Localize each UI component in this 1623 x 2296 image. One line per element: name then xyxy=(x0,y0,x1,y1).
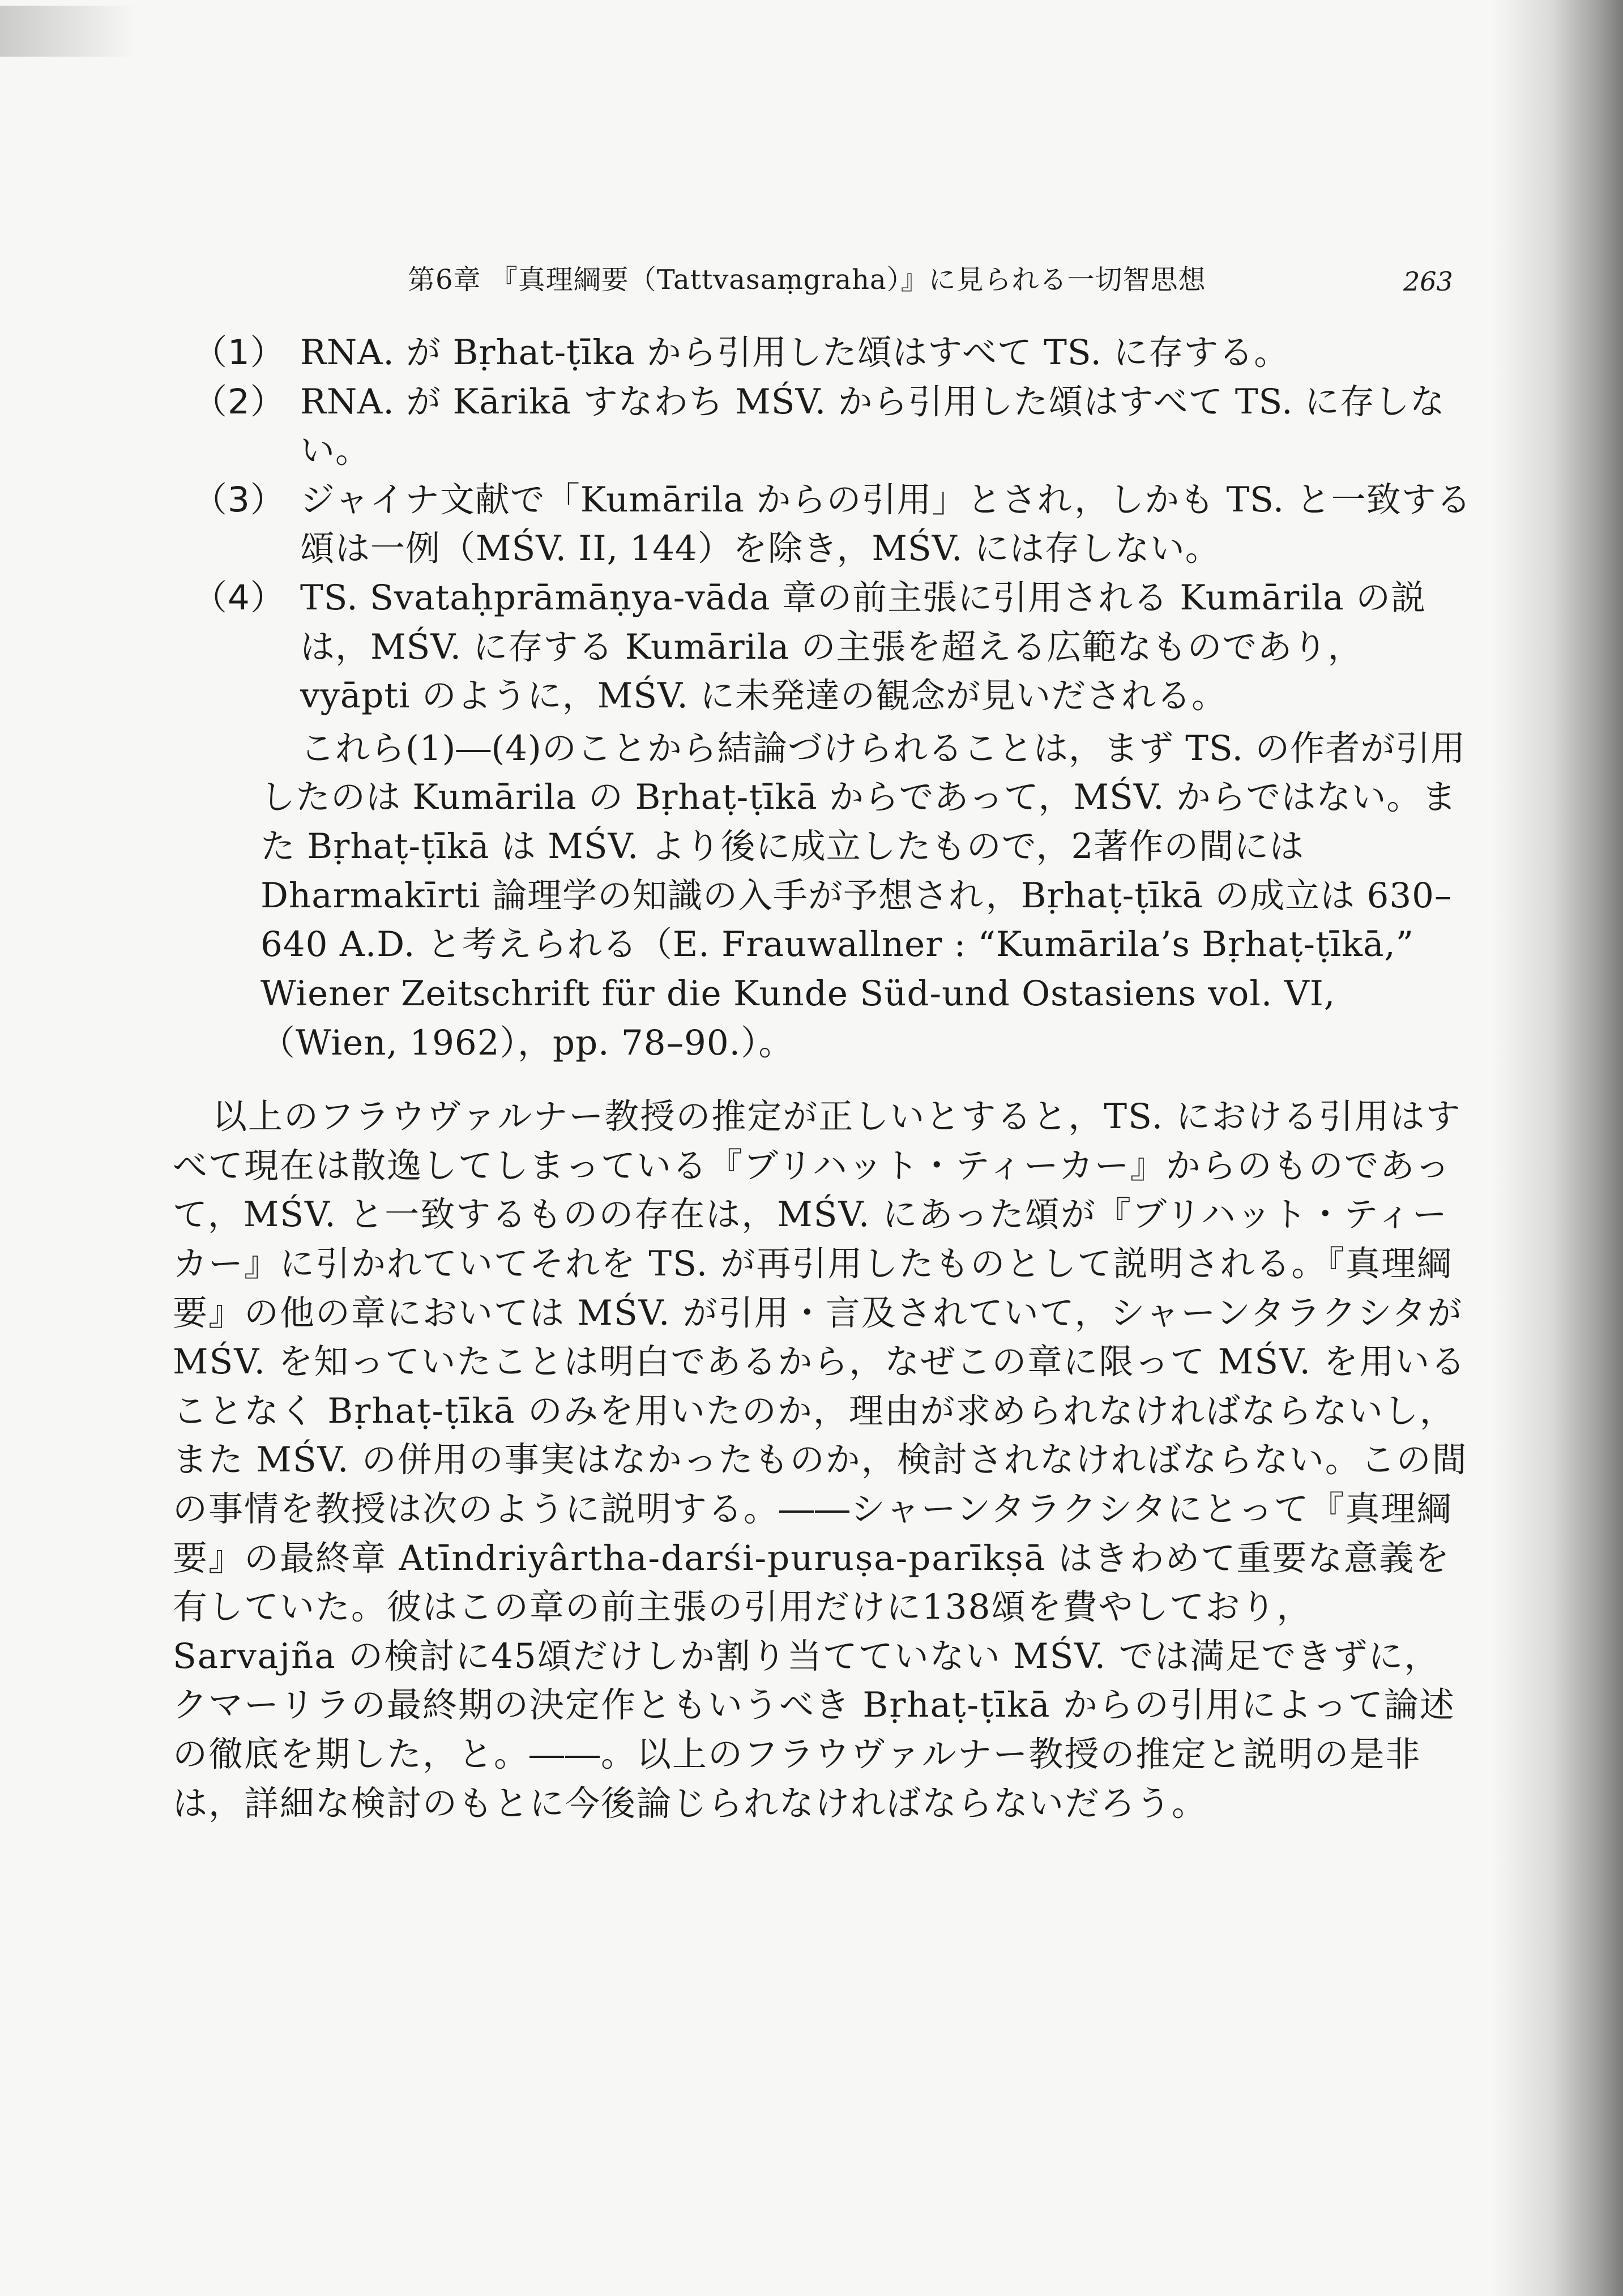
scan-edge-shadow xyxy=(1493,0,1623,2296)
page-number: 263 xyxy=(1403,266,1453,297)
list-item xyxy=(193,476,1472,574)
conclusion-paragraph: これら(1)―(4)のことから結論づけられることは，まず TS. の作者が引用したのは Kumārila の Bṛhaṭ-ṭīkā からであって，MŚV. からではない。また Bṛhaṭ-ṭīkā は MŚV. より後に成立したもので，2著作の間には Dharmakīrti 論理学の知識の入手が予想され，Bṛhaṭ-ṭīkā の成立は 630–640 A.D. と考えられる（E. Frauwallner : “Kumārila’s Bṛhaṭ-ṭīkā,” Wiener Zeitschrift für die Kunde Süd-und Ostasiens vol. VI,（Wien, 1962），pp. 78–90.）。 xyxy=(260,728,1466,1063)
list-item xyxy=(193,378,1472,476)
list-item-number: （2） xyxy=(193,381,285,422)
list-item-text: ジャイナ文献で「Kumārila からの引用」とされ，しかも TS. と一致する頌は一例（MŚV. II, 144）を除き，MŚV. には存しない。 xyxy=(300,479,1472,569)
list-item xyxy=(193,574,1472,721)
list-item-text: RNA. が Kārikā すなわち MŚV. から引用した頌はすべて TS. に存しない。 xyxy=(300,381,1445,471)
list-item-number: （4） xyxy=(193,578,285,618)
list-item-text: TS. Svataḥprāmāṇya-vāda 章の前主張に引用される Kumārila の説は，MŚV. に存する Kumārila の主張を超える広範なものであり，vyāpti のように，MŚV. に未発達の観念が見いだされる。 xyxy=(300,578,1426,716)
main-paragraph: 以上のフラウヴァルナー教授の推定が正しいとすると，TS. における引用はすべて現在は散逸してしまっている『ブリハット・ティーカー』からのものであって，MŚV. と一致するものの存在は，MŚV. にあった頌が『ブリハット・ティーカー』に引かれていてそれを TS. が再引用したものとして説明される。『真理綱要』の他の章においては MŚV. が引用・言及されていて，シャーンタラクシタが MŚV. を知っていたことは明白であるから，なぜこの章に限って MŚV. を用いることなく Bṛhaṭ-ṭīkā のみを用いたのか，理由が求められなければならないし，また MŚV. の併用の事実はなかったものか，検討されなければならない。この間の事情を教授は次のように説明する。――シャーンタラクシタにとって『真理綱要』の最終章 Atīndriyârtha-darśi-puruṣa-parīkṣā はきわめて重要な意義を有していた。彼はこの章の前主張の引用だけに138頌を費やしており，Sarvajña の検討に45頌だけしか割り当てていない MŚV. では満足できずに，クマーリラの最終期の決定作ともいうべき Bṛhaṭ-ṭīkā からの引用によって論述の徹底を期した，と。――。以上のフラウヴァルナー教授の推定と説明の是非は，詳細な検討のもとに今後論じられなければならないだろう。 xyxy=(173,1096,1468,1824)
list-item-number: （1） xyxy=(193,332,285,373)
body-text xyxy=(173,328,1472,1828)
list-item xyxy=(193,328,1472,378)
list-item-text: RNA. が Bṛhat-ṭīka から引用した頌はすべて TS. に存する。 xyxy=(300,332,1289,373)
running-title: 第6章 『真理綱要（Tattvasaṃgraha）』に見られる一切智思想 xyxy=(408,264,1206,296)
scan-corner-smudge xyxy=(0,6,136,57)
list-item-number: （3） xyxy=(193,479,285,520)
